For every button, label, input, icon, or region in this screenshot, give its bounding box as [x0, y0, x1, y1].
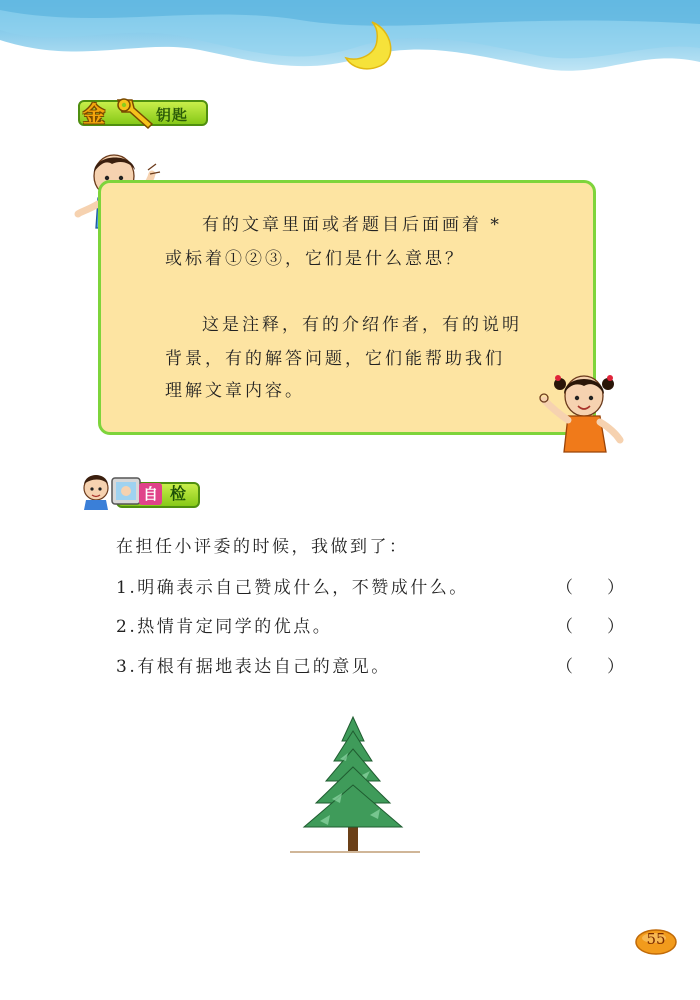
page-number: 55 [646, 930, 666, 948]
picture-frame-icon [110, 476, 142, 506]
self-check-item-2-blank[interactable]: （ ） [556, 617, 624, 637]
self-check-item-1-blank[interactable]: （ ） [556, 578, 624, 598]
question-line-1: 有的文章里面或者题目后面画着 * [202, 215, 502, 235]
sky-header-illustration [0, 0, 700, 110]
answer-line-1: 这是注释，有的介绍作者，有的说明 [202, 315, 522, 335]
pine-tree-illustration [290, 715, 420, 860]
key-section-label-gold: 金 [83, 103, 106, 128]
question-line-2: 或标着①②③，它们是什么意思？ [165, 249, 465, 269]
self-check-item-3: 3.有根有据地表达自己的意见。 [116, 657, 391, 677]
answer-line-2: 背景，有的解答问题，它们能帮助我们 [165, 349, 505, 369]
answer-line-3: 理解文章内容。 [165, 381, 305, 401]
self-check-item-1: 1.明确表示自己赞成什么，不赞成什么。 [116, 578, 469, 598]
self-check-item-3-blank[interactable]: （ ） [556, 657, 624, 677]
self-check-label-part1: 自 [139, 483, 162, 505]
self-check-label-part2: 检 [170, 484, 187, 503]
key-section-label-word: 钥匙 [156, 106, 189, 124]
self-check-intro: 在担任小评委的时候，我做到了： [116, 537, 409, 557]
self-check-item-2: 2.热情肯定同学的优点。 [116, 617, 333, 637]
girl-illustration [536, 368, 628, 460]
